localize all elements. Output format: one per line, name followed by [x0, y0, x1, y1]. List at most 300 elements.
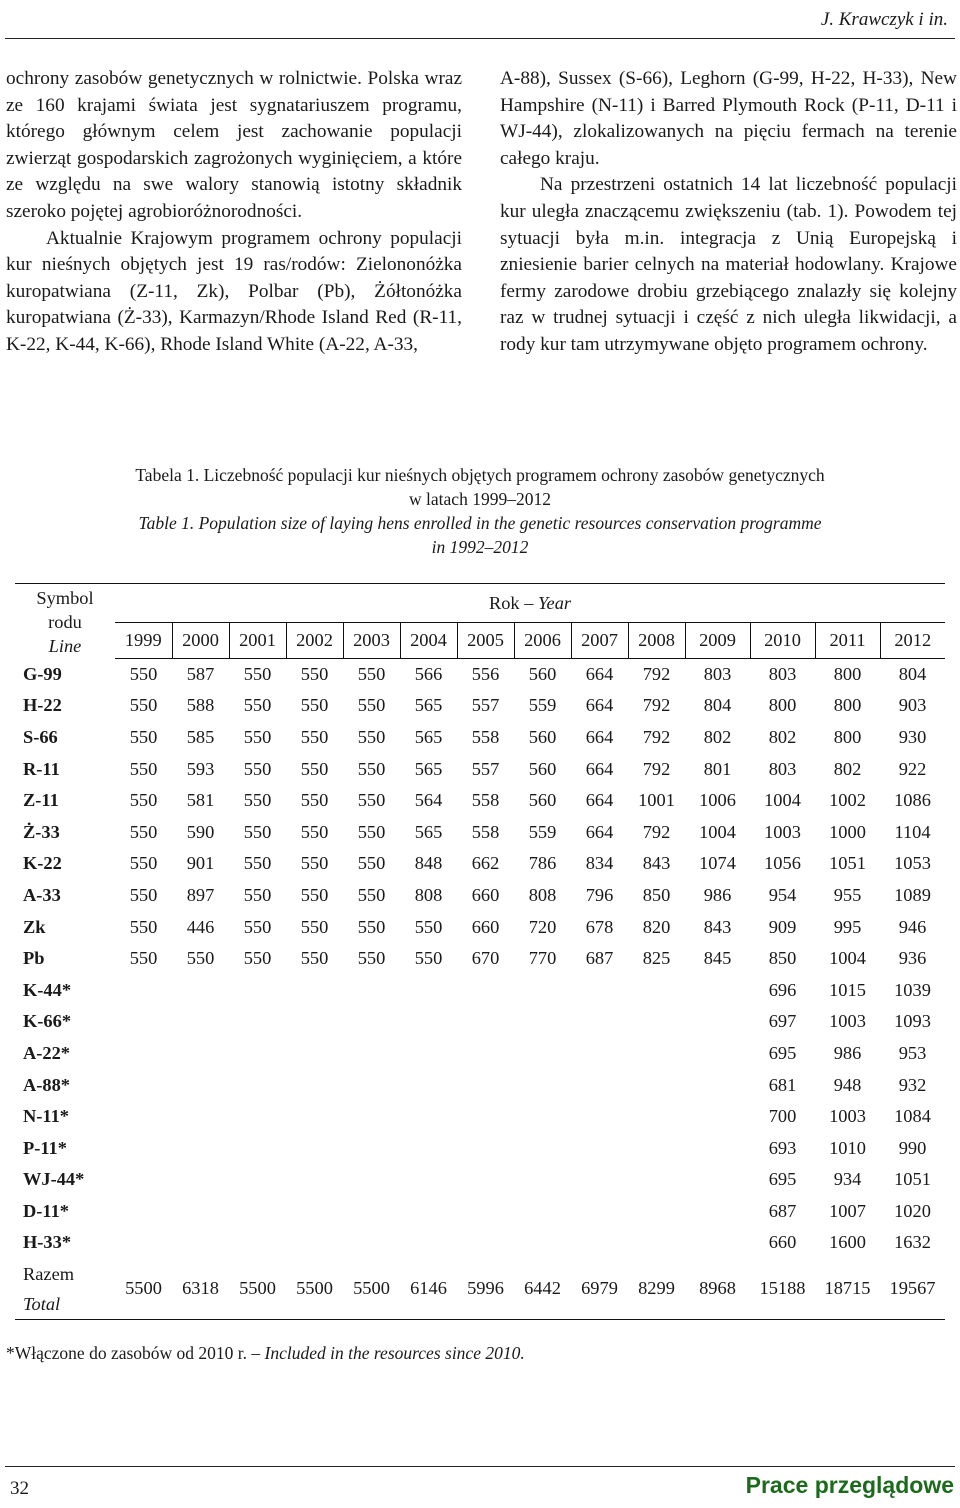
value-cell: 560: [528, 758, 557, 779]
value-cell: 550: [243, 821, 272, 842]
value-cell: [343, 1132, 400, 1164]
value-cell: 550: [243, 884, 272, 905]
table-row: [15, 785, 945, 817]
value-cell: 660: [471, 884, 500, 905]
table-row: [15, 974, 945, 1006]
value-cell: 560: [528, 663, 557, 684]
value-cell: [514, 1101, 571, 1133]
year-header-cell: 2006: [514, 623, 571, 658]
value-cell: 550: [300, 821, 329, 842]
year-header-cell: 2011: [815, 623, 880, 658]
year-header-cell: 2007: [571, 623, 628, 658]
value-cell: 593: [186, 758, 215, 779]
value-cell: [286, 1006, 343, 1038]
value-cell: 560: [528, 726, 557, 747]
value-cell: [628, 1164, 685, 1196]
value-cell: [343, 1227, 400, 1259]
value-cell: 664: [585, 821, 614, 842]
value-cell: [229, 1132, 286, 1164]
value-cell: 550: [243, 663, 272, 684]
value-cell: [457, 1038, 514, 1070]
body-paragraph: Na przestrzeni ostatnich 14 lat liczebność populacji kur uległa znaczącemu zwiększeniu (tab. 1). Powodem tej sytuacji była m.in. integracja z Unią Europejską i zniesienie barier celnych na materiał hodowlany. Krajowe fermy zarodowe drobiu grzebiącego znalazły się kolejny raz w trudnej sytuacji i część z nich uległa likwidacji, a rody kur tam utrzymywane objęto programem ochrony.: [500, 174, 957, 355]
value-cell: [514, 1069, 571, 1101]
value-cell: 903: [898, 695, 927, 716]
value-cell: 695: [768, 1042, 797, 1063]
total-value-cell: 6979: [581, 1278, 618, 1299]
value-cell: 550: [414, 948, 443, 969]
total-value-cell: 5996: [467, 1278, 504, 1299]
caption-line: Tabela 1. Liczebność populacji kur nieśnych objętych programem ochrony zasobów genetycznych: [135, 465, 825, 485]
table-row: [15, 911, 945, 943]
value-cell: 687: [585, 948, 614, 969]
value-cell: [685, 1227, 750, 1259]
value-cell: 808: [528, 884, 557, 905]
value-cell: [115, 1038, 172, 1070]
value-cell: [286, 1038, 343, 1070]
population-table: [15, 583, 945, 1320]
value-cell: [115, 1069, 172, 1101]
value-cell: 550: [300, 758, 329, 779]
value-cell: 804: [898, 663, 927, 684]
value-cell: [685, 1069, 750, 1101]
value-cell: 664: [585, 790, 614, 811]
value-cell: 796: [585, 884, 614, 905]
year-header-cell: 2010: [750, 623, 815, 658]
value-cell: 550: [186, 948, 215, 969]
value-cell: 995: [833, 916, 862, 937]
value-cell: 803: [768, 663, 797, 684]
value-cell: 700: [768, 1106, 797, 1127]
value-cell: [400, 1101, 457, 1133]
value-cell: 1002: [829, 790, 866, 811]
value-cell: 986: [703, 884, 732, 905]
line-symbol-cell: P-11*: [23, 1137, 67, 1158]
value-cell: 1004: [764, 790, 801, 811]
total-label-cell: [15, 1259, 115, 1320]
table-row: [15, 753, 945, 785]
year-header-cell: 2000: [172, 623, 229, 658]
value-cell: 803: [768, 758, 797, 779]
value-cell: 550: [129, 948, 158, 969]
value-cell: 550: [357, 948, 386, 969]
value-cell: 820: [642, 916, 671, 937]
value-cell: 558: [471, 726, 500, 747]
value-cell: [685, 974, 750, 1006]
year-header-cell: 2003: [343, 623, 400, 658]
section-name: Prace przeglądowe: [745, 1472, 954, 1498]
value-cell: [571, 1164, 628, 1196]
value-cell: [457, 1227, 514, 1259]
value-cell: 550: [129, 726, 158, 747]
value-cell: 1084: [894, 1106, 931, 1127]
table-row: [15, 943, 945, 975]
value-cell: 550: [243, 916, 272, 937]
value-cell: 550: [357, 884, 386, 905]
value-cell: 660: [768, 1232, 797, 1253]
value-cell: [115, 1006, 172, 1038]
value-cell: 792: [642, 726, 671, 747]
line-symbol-cell: Zk: [23, 916, 46, 937]
value-cell: [514, 1164, 571, 1196]
total-value-cell: 6318: [182, 1278, 219, 1299]
value-cell: 1051: [829, 853, 866, 874]
value-cell: [628, 1069, 685, 1101]
value-cell: [172, 1132, 229, 1164]
value-cell: 550: [357, 790, 386, 811]
header-rule: [5, 38, 955, 39]
value-cell: 922: [898, 758, 927, 779]
value-cell: 695: [768, 1169, 797, 1190]
value-cell: [400, 1038, 457, 1070]
table-row: [15, 816, 945, 848]
value-cell: 678: [585, 916, 614, 937]
value-cell: [229, 1164, 286, 1196]
value-cell: [514, 1132, 571, 1164]
value-cell: 845: [703, 948, 732, 969]
value-cell: 948: [833, 1074, 862, 1095]
value-cell: [115, 1132, 172, 1164]
value-cell: [685, 1164, 750, 1196]
value-cell: 550: [243, 853, 272, 874]
table-row: [15, 690, 945, 722]
value-cell: 664: [585, 663, 614, 684]
total-value-cell: 6442: [524, 1278, 561, 1299]
value-cell: [229, 1101, 286, 1133]
value-cell: 590: [186, 821, 215, 842]
value-cell: 792: [642, 695, 671, 716]
value-cell: 550: [357, 853, 386, 874]
value-cell: 990: [898, 1137, 927, 1158]
value-cell: 550: [357, 663, 386, 684]
line-symbol-cell: H-33*: [23, 1232, 72, 1253]
value-cell: [628, 1101, 685, 1133]
value-cell: [172, 1196, 229, 1228]
value-cell: 843: [642, 853, 671, 874]
value-cell: 581: [186, 790, 215, 811]
value-cell: [286, 1164, 343, 1196]
value-cell: [571, 974, 628, 1006]
value-cell: 550: [129, 821, 158, 842]
value-cell: [514, 1006, 571, 1038]
line-symbol-cell: K-66*: [23, 1011, 72, 1032]
year-header-cell: 2004: [400, 623, 457, 658]
table-caption-polish: [0, 463, 960, 511]
value-cell: [115, 1101, 172, 1133]
value-cell: [115, 1227, 172, 1259]
value-cell: 550: [300, 916, 329, 937]
value-cell: 565: [414, 821, 443, 842]
value-cell: [571, 1006, 628, 1038]
value-cell: 792: [642, 663, 671, 684]
value-cell: 1004: [829, 948, 866, 969]
value-cell: 565: [414, 758, 443, 779]
value-cell: 1039: [894, 979, 931, 1000]
value-cell: 804: [703, 695, 732, 716]
value-cell: [514, 1196, 571, 1228]
value-cell: 557: [471, 695, 500, 716]
value-cell: [400, 1227, 457, 1259]
value-cell: [571, 1038, 628, 1070]
value-cell: 1000: [829, 821, 866, 842]
caption-line: in 1992–2012: [431, 537, 529, 557]
value-cell: 550: [243, 790, 272, 811]
line-symbol-cell: K-22: [23, 853, 62, 874]
value-cell: [400, 1069, 457, 1101]
value-cell: [685, 1006, 750, 1038]
total-value-cell: 5500: [296, 1278, 333, 1299]
value-cell: 897: [186, 884, 215, 905]
value-cell: [229, 1006, 286, 1038]
total-value-cell: 8299: [638, 1278, 675, 1299]
value-cell: 550: [357, 695, 386, 716]
total-label-english: Total: [23, 1293, 61, 1314]
line-symbol-cell: N-11*: [23, 1106, 69, 1127]
value-cell: 557: [471, 758, 500, 779]
value-cell: 550: [243, 758, 272, 779]
total-value-cell: 19567: [889, 1278, 936, 1299]
value-cell: 1003: [829, 1106, 866, 1127]
value-cell: 800: [833, 663, 862, 684]
value-cell: 565: [414, 695, 443, 716]
value-cell: 850: [642, 884, 671, 905]
line-symbol-cell: R-11: [23, 758, 60, 779]
footer-rule: [5, 1466, 955, 1467]
value-cell: 558: [471, 790, 500, 811]
value-cell: 550: [129, 853, 158, 874]
value-cell: 550: [414, 916, 443, 937]
value-cell: 550: [243, 726, 272, 747]
value-cell: 664: [585, 726, 614, 747]
value-cell: 560: [528, 790, 557, 811]
value-cell: [457, 974, 514, 1006]
total-value-cell: 18715: [824, 1278, 871, 1299]
table-footnote: *Włączone do zasobów od 2010 r. – Included in the resources since 2010.: [6, 1343, 525, 1363]
line-symbol-cell: A-22*: [23, 1042, 70, 1063]
value-cell: 1004: [699, 821, 736, 842]
table-row: [15, 1132, 945, 1164]
value-cell: 986: [833, 1042, 862, 1063]
total-value-cell: 15188: [759, 1278, 806, 1299]
value-cell: 802: [768, 726, 797, 747]
value-cell: [457, 1101, 514, 1133]
value-cell: 550: [300, 884, 329, 905]
value-cell: 801: [703, 758, 732, 779]
caption-line: Table 1. Population size of laying hens enrolled in the genetic resources conservation programme: [138, 513, 822, 533]
value-cell: 559: [528, 821, 557, 842]
table-row: [15, 1164, 945, 1196]
value-cell: [571, 1101, 628, 1133]
value-cell: 564: [414, 790, 443, 811]
value-cell: 1053: [894, 853, 931, 874]
line-symbol-cell: G-99: [23, 663, 62, 684]
value-cell: 1056: [764, 853, 801, 874]
value-cell: [229, 1227, 286, 1259]
value-cell: 664: [585, 695, 614, 716]
value-cell: [172, 974, 229, 1006]
table-row: [15, 722, 945, 754]
value-cell: 843: [703, 916, 732, 937]
table-row: [15, 658, 945, 690]
value-cell: [457, 1132, 514, 1164]
value-cell: 808: [414, 884, 443, 905]
value-cell: 802: [703, 726, 732, 747]
running-head-authors: J. Krawczyk i in.: [820, 9, 948, 30]
value-cell: [172, 1069, 229, 1101]
value-cell: 660: [471, 916, 500, 937]
value-cell: 1020: [894, 1200, 931, 1221]
table-row: [15, 880, 945, 912]
table-row: [15, 848, 945, 880]
value-cell: [400, 1006, 457, 1038]
value-cell: 1632: [894, 1232, 931, 1253]
value-cell: [571, 1069, 628, 1101]
value-cell: 550: [129, 663, 158, 684]
body-paragraph: Aktualnie Krajowym programem ochrony populacji kur nieśnych objętych jest 19 ras/rodów: Zielononóżka kuropatwiana (Z-11, Zk), Polbar (Pb), Żółtonóżka kuropatwiana (Ż-33), Karmazyn/Rhode Island Red (R-11, K-22, K-44, K-66), Rhode Island White (A-22, A-33,: [6, 227, 462, 355]
value-cell: 955: [833, 884, 862, 905]
value-cell: [571, 1132, 628, 1164]
value-cell: 934: [833, 1169, 862, 1190]
value-cell: [229, 974, 286, 1006]
value-cell: 803: [703, 663, 732, 684]
value-cell: 550: [129, 758, 158, 779]
year-header-cell: 1999: [115, 623, 172, 658]
value-cell: [229, 1069, 286, 1101]
value-cell: [514, 1038, 571, 1070]
line-symbol-cell: D-11*: [23, 1200, 69, 1221]
value-cell: [400, 1196, 457, 1228]
line-symbol-cell: K-44*: [23, 979, 72, 1000]
value-cell: [400, 974, 457, 1006]
value-cell: 550: [243, 695, 272, 716]
value-cell: [115, 1164, 172, 1196]
value-cell: 1089: [894, 884, 931, 905]
value-cell: 786: [528, 853, 557, 874]
value-cell: [343, 974, 400, 1006]
value-cell: [400, 1132, 457, 1164]
value-cell: [628, 974, 685, 1006]
value-cell: 446: [186, 916, 215, 937]
value-cell: [628, 1006, 685, 1038]
value-cell: [457, 1164, 514, 1196]
value-cell: 681: [768, 1074, 797, 1095]
value-cell: 1001: [638, 790, 675, 811]
value-cell: [343, 1069, 400, 1101]
value-cell: 1015: [829, 979, 866, 1000]
value-cell: 550: [129, 695, 158, 716]
value-cell: 550: [300, 695, 329, 716]
line-symbol-cell: WJ-44*: [23, 1169, 85, 1190]
year-header-cell: 2008: [628, 623, 685, 658]
value-cell: [457, 1196, 514, 1228]
total-label-polish: Razem: [23, 1263, 75, 1284]
table-row: [15, 1101, 945, 1133]
value-cell: [172, 1038, 229, 1070]
value-cell: [286, 1227, 343, 1259]
line-symbol-cell: H-22: [23, 695, 62, 716]
value-cell: 834: [585, 853, 614, 874]
value-cell: 550: [129, 884, 158, 905]
value-cell: 848: [414, 853, 443, 874]
value-cell: 550: [357, 758, 386, 779]
value-cell: [343, 1164, 400, 1196]
value-cell: 936: [898, 948, 927, 969]
caption-line: w latach 1999–2012: [409, 489, 551, 509]
line-symbol-cell: Z-11: [23, 790, 59, 811]
value-cell: 550: [357, 821, 386, 842]
value-cell: 946: [898, 916, 927, 937]
value-cell: [172, 1227, 229, 1259]
table-caption-english: [0, 511, 960, 559]
total-value-cell: 6146: [410, 1278, 447, 1299]
years-header-row: [15, 623, 945, 658]
table-row: [15, 1038, 945, 1070]
year-header-cell: 2009: [685, 623, 750, 658]
value-cell: 770: [528, 948, 557, 969]
table-row: [15, 1069, 945, 1101]
value-cell: 1007: [829, 1200, 866, 1221]
value-cell: 687: [768, 1200, 797, 1221]
value-cell: [343, 1038, 400, 1070]
value-cell: 1086: [894, 790, 931, 811]
value-cell: 550: [300, 790, 329, 811]
value-cell: [286, 974, 343, 1006]
value-cell: 550: [129, 790, 158, 811]
value-cell: [172, 1164, 229, 1196]
total-value-cell: 8968: [699, 1278, 736, 1299]
value-cell: 550: [300, 726, 329, 747]
value-cell: 550: [357, 726, 386, 747]
value-cell: 550: [129, 916, 158, 937]
value-cell: 909: [768, 916, 797, 937]
left-column: [6, 66, 462, 359]
value-cell: 1051: [894, 1169, 931, 1190]
value-cell: [343, 1101, 400, 1133]
value-cell: 954: [768, 884, 797, 905]
value-cell: 556: [471, 663, 500, 684]
value-cell: 550: [300, 663, 329, 684]
value-cell: 585: [186, 726, 215, 747]
value-cell: [514, 1227, 571, 1259]
table-row: [15, 1196, 945, 1228]
value-cell: 1600: [829, 1232, 866, 1253]
line-symbol-cell: A-33: [23, 884, 61, 905]
value-cell: 953: [898, 1042, 927, 1063]
value-cell: 558: [471, 821, 500, 842]
value-cell: 802: [833, 758, 862, 779]
value-cell: [685, 1132, 750, 1164]
value-cell: 1093: [894, 1011, 931, 1032]
value-cell: [685, 1101, 750, 1133]
value-cell: [685, 1038, 750, 1070]
year-header-cell: 2002: [286, 623, 343, 658]
total-value-cell: 5500: [353, 1278, 390, 1299]
line-symbol-cell: Ż-33: [23, 821, 60, 842]
value-cell: 1104: [894, 821, 931, 842]
value-cell: [286, 1196, 343, 1228]
value-cell: [343, 1006, 400, 1038]
value-cell: 800: [768, 695, 797, 716]
value-cell: 697: [768, 1011, 797, 1032]
running-head: [0, 0, 960, 40]
value-cell: 566: [414, 663, 443, 684]
value-cell: 670: [471, 948, 500, 969]
value-cell: 565: [414, 726, 443, 747]
value-cell: 1010: [829, 1137, 866, 1158]
line-symbol-cell: Pb: [23, 948, 45, 969]
value-cell: 1074: [699, 853, 736, 874]
value-cell: 550: [243, 948, 272, 969]
year-header-cell: 2005: [457, 623, 514, 658]
